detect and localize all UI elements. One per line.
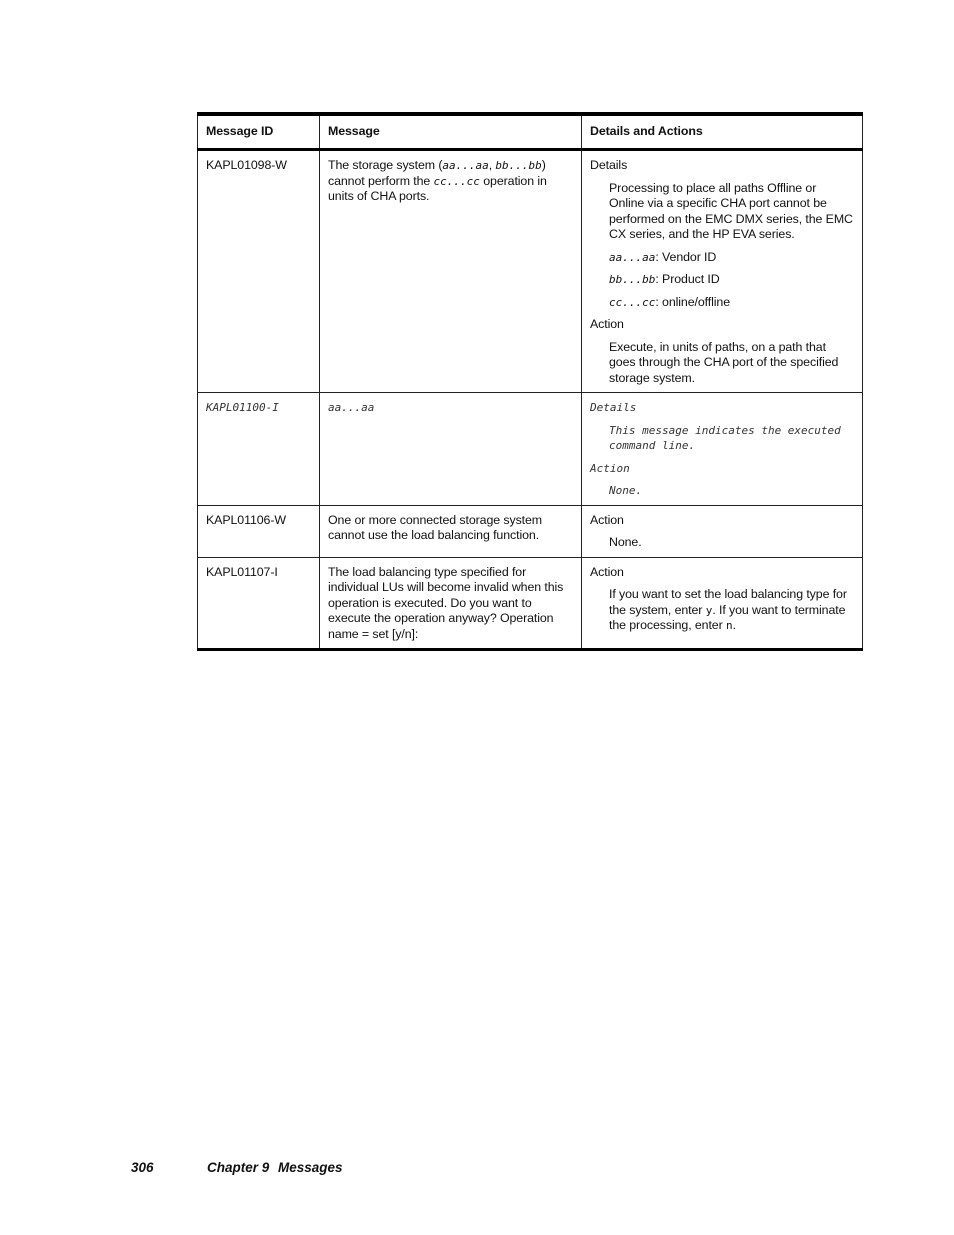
details-label: Details [590, 158, 628, 172]
variable-bb: bb...bb [495, 159, 542, 172]
message-cell: The load balancing type specified for individual LUs will become invalid when this operation is executed. Do you want to execute the operation anyway? Operation name = set [y/n]: [320, 557, 582, 650]
message-cell: One or more connected storage system cannot use the load balancing function. [320, 505, 582, 557]
details-cell [582, 150, 863, 393]
action-text: None. [609, 484, 643, 497]
action-text: None. [609, 535, 642, 549]
message-id-cell: KAPL01106-W [198, 505, 320, 557]
variable-cc: cc...cc [433, 174, 480, 188]
action-text-part: . If you want to terminate the processing, enter [609, 602, 846, 632]
message-id-cell: KAPL01098-W [198, 150, 320, 393]
variable-aa: aa...aa [442, 159, 489, 172]
key-n: n [725, 619, 733, 632]
details-cell [582, 393, 863, 506]
action-label: Action [590, 317, 624, 331]
table-header-row [198, 114, 863, 150]
param-variable: aa...aa [609, 250, 656, 264]
action-text: Execute, in units of paths, on a path that goes through the CHA port of the specified storage system. [609, 339, 839, 385]
param-item [609, 295, 854, 311]
action-text-part: If you want to set the load balancing type for the system, enter [609, 587, 847, 617]
key-y: y [705, 603, 713, 617]
action-text-part: . [732, 618, 736, 632]
param-item [609, 250, 854, 266]
action-label: Action [590, 564, 624, 579]
message-cell [320, 150, 582, 393]
param-desc: : Vendor ID [655, 249, 717, 264]
table-row [198, 505, 863, 557]
param-variable: cc...cc [609, 295, 656, 309]
message-text: The storage system ( [328, 158, 443, 172]
page-footer [131, 1160, 343, 1175]
action-text [609, 587, 854, 634]
param-item [609, 272, 854, 288]
page-number: 306 [131, 1160, 154, 1175]
header-message: Message [320, 114, 582, 150]
details-text: Processing to place all paths Offline or Online via a specific CHA port cannot be performed on the EMC DMX series, the EMC CX series, and the HP EVA series. [609, 180, 853, 241]
message-id-text: KAPL01100-I [206, 401, 279, 414]
message-text: aa...aa [328, 401, 375, 414]
details-cell [582, 557, 863, 650]
details-cell [582, 505, 863, 557]
param-desc: : online/offline [655, 294, 730, 309]
header-message-id: Message ID [198, 114, 320, 150]
action-label: Action [590, 461, 630, 475]
action-label: Action [590, 512, 624, 527]
param-variable: bb...bb [609, 273, 656, 286]
message-text: operation in units of CHA ports. [328, 173, 547, 203]
table-row [198, 150, 863, 393]
message-cell [320, 393, 582, 506]
table-row [198, 557, 863, 650]
param-desc: : Product ID [655, 272, 720, 286]
message-text: , [488, 158, 496, 172]
chapter-title: Messages [278, 1160, 343, 1175]
chapter-label: Chapter 9 [207, 1160, 270, 1175]
details-label: Details [590, 401, 637, 414]
message-text: ) cannot perform the [328, 158, 546, 188]
message-id-cell [198, 393, 320, 506]
table-row [198, 393, 863, 506]
message-id-cell: KAPL01107-I [198, 557, 320, 650]
messages-table [197, 112, 863, 651]
header-details-actions: Details and Actions [582, 114, 863, 150]
details-text: This message indicates the executed command line. [609, 423, 841, 452]
